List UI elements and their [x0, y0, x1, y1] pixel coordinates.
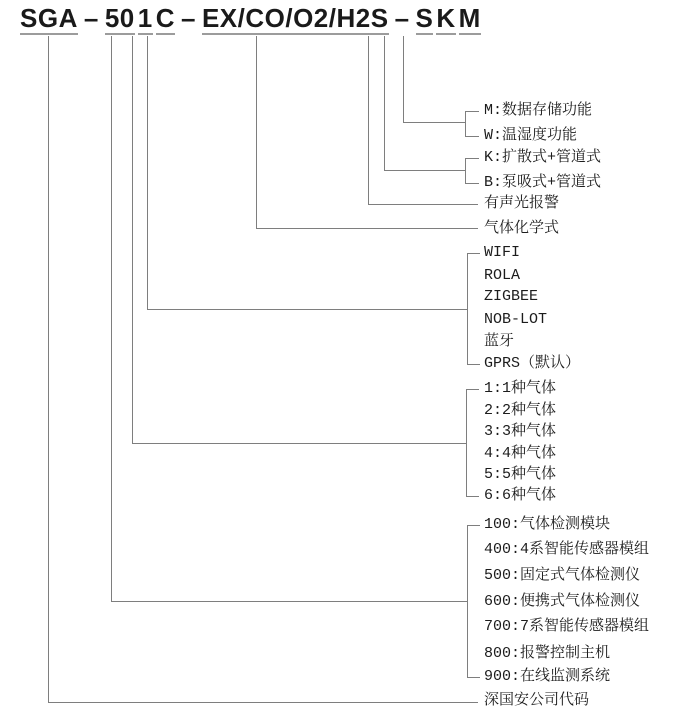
bracket-network-stub-bottom [467, 364, 480, 365]
legend-network-option: GPRS（默认） [484, 355, 581, 372]
connector-vline-sampling [384, 36, 385, 170]
legend-gas-count-option: 5:5种气体 [484, 466, 557, 483]
connector-vline-storage [403, 36, 404, 122]
legend-series-option: 600:便携式气体检测仪 [484, 593, 641, 610]
legend-network-option: ZIGBEE [484, 288, 539, 305]
legend-network-option: WIFI [484, 244, 521, 261]
connector-vline-comm [147, 36, 148, 309]
dash-separator: – [83, 3, 99, 33]
connector-hline-gas-formulas [256, 228, 478, 229]
model-segment-series: 50 [104, 3, 135, 33]
bracket-gas-count-stub-top [466, 389, 479, 390]
legend-gas-count-option: 2:2种气体 [484, 402, 557, 419]
bracket-series-stub-bottom [467, 677, 480, 678]
bracket-sampling-options [465, 158, 466, 184]
legend-network-option: 蓝牙 [484, 333, 515, 350]
bracket-sampling-stub-bottom [465, 183, 479, 184]
legend-sampling-option: K:扩散式+管道式 [484, 149, 602, 166]
model-segment-sampling: K [436, 3, 456, 33]
legend-gas-count-option: 6:6种气体 [484, 487, 557, 504]
legend-gas-formula-label: 气体化学式 [484, 220, 560, 237]
legend-series-option: 800:报警控制主机 [484, 645, 611, 662]
legend-storage-option: W:温湿度功能 [484, 127, 578, 144]
legend-series-option: 700:7系智能传感器模组 [484, 618, 650, 635]
dash-separator: – [180, 3, 196, 33]
bracket-network-options [467, 253, 468, 365]
legend-gas-count-option: 3:3种气体 [484, 423, 557, 440]
connector-hline-storage [403, 122, 465, 123]
model-code-title [20, 3, 481, 35]
bracket-network-stub-top [467, 253, 480, 254]
dash-separator: – [394, 3, 410, 33]
model-segment-alarm: S [415, 3, 434, 33]
connector-hline-series [111, 601, 467, 602]
legend-series-option: 400:4系智能传感器模组 [484, 541, 650, 558]
legend-storage-option: M:数据存储功能 [484, 102, 593, 119]
legend-alarm-label: 有声光报警 [484, 195, 560, 212]
connector-hline-company [48, 702, 478, 703]
connector-vline-gas-count [132, 36, 133, 443]
model-segment-gas-count: 1 [137, 3, 153, 33]
legend-series-option: 900:在线监测系统 [484, 668, 611, 685]
connector-vline-company [48, 36, 49, 702]
legend-series-option: 100:气体检测模块 [484, 516, 611, 533]
legend-network-option: ROLA [484, 267, 521, 284]
bracket-series-stub-top [467, 525, 480, 526]
legend-gas-count-option: 1:1种气体 [484, 380, 557, 397]
bracket-storage-stub-top [465, 111, 479, 112]
connector-vline-gas-formulas [256, 36, 257, 228]
bracket-sampling-stub-top [465, 158, 479, 159]
legend-network-option: NOB-LOT [484, 311, 548, 328]
bracket-gas-count-stub-bottom [466, 496, 479, 497]
connector-vline-series [111, 36, 112, 601]
legend-company-label: 深国安公司代码 [484, 692, 590, 709]
bracket-storage-stub-bottom [465, 136, 479, 137]
model-segment-gas-formulas: EX/CO/O2/H2S [201, 3, 389, 33]
model-segment-comm: C [155, 3, 175, 33]
connector-hline-alarm [368, 204, 478, 205]
bracket-gas-count-options [466, 389, 467, 497]
connector-vline-alarm [368, 36, 369, 204]
bracket-series-options [467, 525, 468, 678]
legend-sampling-option: B:泵吸式+管道式 [484, 174, 602, 191]
legend-series-option: 500:固定式气体检测仪 [484, 567, 641, 584]
legend-gas-count-option: 4:4种气体 [484, 445, 557, 462]
connector-hline-comm [147, 309, 467, 310]
bracket-storage-options [465, 111, 466, 137]
model-segment-storage: M [458, 3, 481, 33]
connector-hline-sampling [384, 170, 465, 171]
model-segment-company-prefix: SGA [20, 3, 78, 33]
connector-hline-gas-count [132, 443, 466, 444]
